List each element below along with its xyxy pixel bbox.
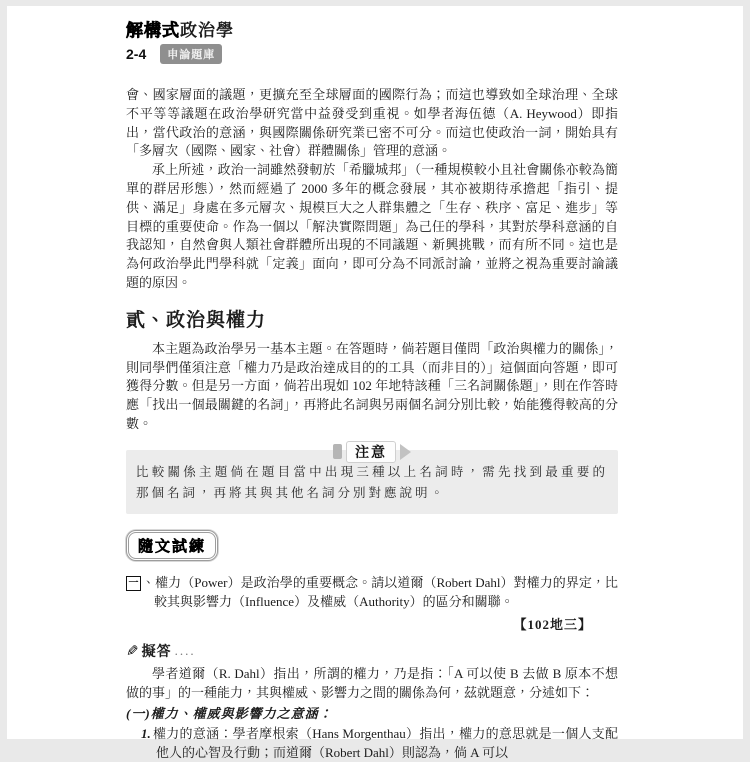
page-header-row (126, 44, 618, 64)
question-source-tag: 【102地三】 (513, 616, 592, 632)
book-brand: 解構式 (126, 21, 180, 40)
notice-text: 比較關係主題倘在題目當中出現三種以上名詞時，需先找到最重要的那個名詞，再將其與其他名詞分別對應說明。 (136, 464, 608, 500)
book-subject: 政治學 (180, 21, 234, 40)
paragraph-history: 承上所述，政治一詞雖然發軔於「希臘城邦」（一種規模較小且社會關係亦較為簡單的群居形態），然而經過了 2000 多年的概念發展，其亦被期待承擔起「指引、提供、滿足」身處在多元層次、規模巨大之人群集體之「生存、秩序、富足、進步」等目標的重要使命。作為一個以「解決實際問題」為己任的學科，其對於學科意涵的自我認知，自然會與人類社會群體所出現的不同議題、新興挑戰，而有所不同。這也是為何政治學此門學科就「定義」面向，即可分為不同派討論，並將之視為重要討論議題的原因。 (126, 162, 618, 290)
notice-tab (126, 441, 618, 463)
paragraph-continuation: 會、國家層面的議題，更擴充至全球層面的國際行為；而這也導致如全球治理、全球不平等等議題在政治學研究當中益發受到重視。如學者海伍德（A. Heywood）即指出，當代政治的意涵，與國際關係研究業已密不可分。而這也使政治一詞，開始具有「多層次（國際、國家、社會）群體關係」管理的意涵。 (126, 87, 618, 159)
section-badge: 申論題庫 (160, 44, 222, 64)
question-text: 、權力（Power）是政治學的重要概念。請以道爾（Robert Dahl）對權力的界定，比較其與影響力（Influence）及權威（Authority）的區分和關聯。 (142, 574, 618, 610)
answer-dots: .... (174, 642, 196, 658)
section-heading: 貳、政治與權力 (126, 309, 267, 331)
answer-item-text: 權力的意涵：學者摩根索（Hans Morgenthau）指出，權力的意思就是一個人支配他人的心智及行動；而道爾（Robert Dahl）則認為，倘 A 可以 (152, 726, 618, 761)
answer-label: 擬答 (141, 642, 172, 659)
book-logo (126, 16, 618, 41)
answer-subheading: (一)權力、權威與影響力之意涵： (126, 706, 333, 722)
exercise-badge: 隨文試練 (126, 530, 218, 561)
page-number: 2-4 (126, 46, 147, 62)
answer-intro: 學者道爾（R. Dahl）指出，所謂的權力，乃是指：「A 可以使 B 去做 B 原本不想做的事」的一種能力，其與權威、影響力之間的關係為何，茲就題意，分述如下： (126, 665, 618, 700)
notice-box (126, 443, 618, 514)
paragraph-topic: 本主題為政治學另一基本主題。在答題時，倘若題目僅問「政治與權力的關係」，則同學們僅須注意「權力乃是政治達成目的的工具（而非目的）」這個面向答題，即可獲得分數。但是另一方面，倘若出現如 102 年地特該種「三名詞關係題」，則在作答時應「找出一個最關鍵的名詞」，再將此名詞與另兩個名詞分別比較，始能獲得較高的分數。 (126, 340, 618, 431)
question-item (126, 573, 618, 612)
pen-icon: ✎ (126, 641, 139, 660)
answer-item-number: 1. (141, 726, 151, 742)
question-number-box: 一 (126, 576, 141, 591)
notice-arrow-icon (400, 444, 411, 460)
page-sheet (7, 6, 743, 761)
notice-bar-icon (333, 444, 342, 459)
page-content (126, 16, 618, 762)
answer-header (126, 641, 618, 661)
answer-item-1 (141, 724, 618, 762)
notice-label: 注意 (346, 441, 396, 463)
